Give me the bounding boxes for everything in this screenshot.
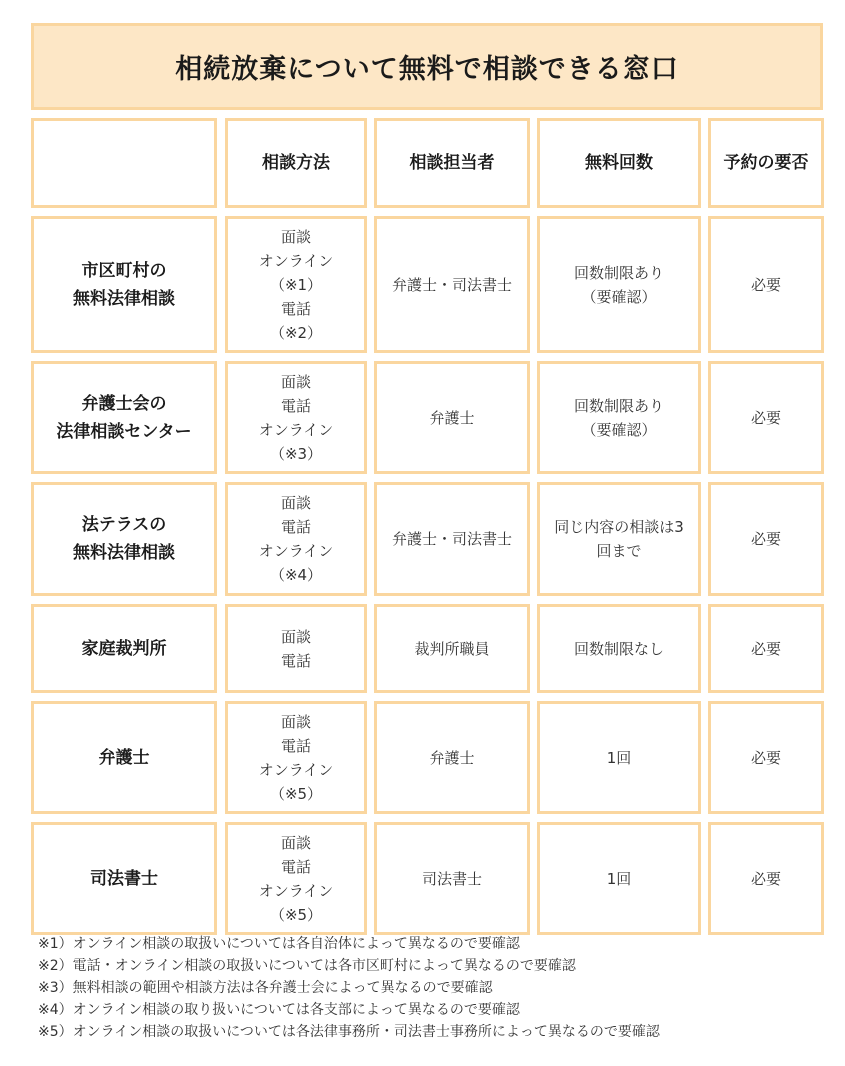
- cell-line: 面談: [280, 833, 311, 852]
- footnote: ※2）電話・オンライン相談の取扱いについては各市区町村によって異なるので要確認: [38, 958, 576, 974]
- header-cell: [708, 118, 824, 208]
- cell-line: 家庭裁判所: [81, 638, 167, 659]
- free-count-cell: [537, 701, 701, 814]
- reservation-cell: [708, 361, 824, 474]
- header-label: 予約の要否: [723, 153, 809, 173]
- reservation-cell: [708, 604, 824, 693]
- header-label: 無料回数: [585, 153, 653, 173]
- cell-line: 弁護士: [429, 408, 475, 427]
- header-empty-cell: [31, 118, 217, 208]
- cell-line: 1回: [606, 869, 632, 888]
- row-name-cell: [31, 701, 217, 814]
- cell-line: オンライン: [258, 542, 334, 560]
- cell-line: 1回: [606, 748, 632, 767]
- cell-line: （※1）: [269, 275, 323, 294]
- header-cell: [374, 118, 530, 208]
- header-label: 相談担当者: [409, 153, 495, 173]
- row-name-cell: [31, 822, 217, 935]
- cell-line: 面談: [280, 372, 311, 391]
- method-cell: [225, 701, 367, 814]
- footnote: ※5）オンライン相談の取扱いについては各法律事務所・司法書士事務所によって異なるので要確認: [38, 1024, 660, 1040]
- cell-line: 無料法律相談: [73, 543, 175, 563]
- cell-line: （※4）: [269, 566, 323, 584]
- header-cell: [537, 118, 701, 208]
- staff-cell: [374, 482, 530, 596]
- cell-line: 面談: [280, 227, 311, 246]
- method-cell: [225, 604, 367, 693]
- cell-line: 弁護士会の: [81, 393, 167, 414]
- row-name-cell: [31, 604, 217, 693]
- free-count-cell: [537, 604, 701, 693]
- staff-cell: [374, 361, 530, 474]
- cell-line: 回まで: [596, 542, 642, 560]
- cell-line: 必要: [750, 869, 781, 888]
- cell-line: 弁護士・司法書士: [391, 275, 512, 294]
- cell-line: 法テラスの: [81, 515, 167, 535]
- cell-line: （※5）: [269, 905, 323, 924]
- cell-line: 面談: [280, 627, 311, 646]
- header-label: 相談方法: [262, 153, 330, 173]
- page-title: 相続放棄について無料で相談できる窓口: [31, 23, 823, 110]
- row-name-cell: [31, 216, 217, 353]
- cell-line: 司法書士: [421, 869, 482, 888]
- free-count-cell: [537, 482, 701, 596]
- cell-line: 裁判所職員: [414, 639, 490, 658]
- staff-cell: [374, 822, 530, 935]
- staff-cell: [374, 701, 530, 814]
- cell-line: 無料法律相談: [73, 288, 175, 309]
- cell-line: （※3）: [269, 444, 323, 463]
- cell-line: 同じ内容の相談は3: [554, 518, 684, 536]
- cell-line: 市区町村の: [81, 260, 167, 281]
- cell-line: 回数制限あり: [573, 263, 664, 282]
- cell-line: （※5）: [269, 784, 323, 803]
- method-cell: [225, 216, 367, 353]
- cell-line: 電話: [280, 299, 311, 318]
- cell-line: 電話: [280, 396, 311, 415]
- cell-line: 回数制限なし: [573, 639, 664, 658]
- method-cell: [225, 822, 367, 935]
- cell-line: 回数制限あり: [573, 396, 664, 415]
- cell-line: オンライン: [258, 760, 334, 779]
- footnote: ※3）無料相談の範囲や相談方法は各弁護士会によって異なるので要確認: [38, 980, 493, 996]
- cell-line: オンライン: [258, 251, 334, 270]
- cell-line: 電話: [280, 857, 311, 876]
- cell-line: 司法書士: [90, 868, 158, 889]
- cell-line: 必要: [750, 530, 781, 548]
- row-name-cell: [31, 482, 217, 596]
- reservation-cell: [708, 482, 824, 596]
- cell-line: （※2）: [269, 323, 323, 342]
- staff-cell: [374, 216, 530, 353]
- footnote: ※4）オンライン相談の取り扱いについては各支部によって異なるので要確認: [38, 1002, 520, 1018]
- cell-line: オンライン: [258, 881, 334, 900]
- cell-line: 法律相談センター: [56, 421, 192, 442]
- cell-line: 必要: [750, 275, 781, 294]
- cell-line: 電話: [280, 651, 311, 670]
- method-cell: [225, 482, 367, 596]
- reservation-cell: [708, 701, 824, 814]
- cell-line: 必要: [750, 408, 781, 427]
- reservation-cell: [708, 216, 824, 353]
- cell-line: 弁護士: [98, 747, 150, 768]
- row-name-cell: [31, 361, 217, 474]
- cell-line: オンライン: [258, 420, 334, 439]
- cell-line: 面談: [280, 712, 311, 731]
- cell-line: 弁護士・司法書士: [391, 530, 512, 548]
- header-cell: [225, 118, 367, 208]
- cell-line: 電話: [280, 736, 311, 755]
- cell-line: 弁護士: [429, 748, 475, 767]
- footnote: ※1）オンライン相談の取扱いについては各自治体によって異なるので要確認: [38, 936, 520, 952]
- free-count-cell: [537, 822, 701, 935]
- cell-line: （要確認）: [581, 287, 657, 306]
- method-cell: [225, 361, 367, 474]
- cell-line: （要確認）: [581, 420, 657, 439]
- footnotes: [38, 933, 818, 1043]
- cell-line: 電話: [280, 518, 311, 536]
- cell-line: 必要: [750, 639, 781, 658]
- free-count-cell: [537, 216, 701, 353]
- cell-line: 面談: [280, 494, 311, 512]
- staff-cell: [374, 604, 530, 693]
- cell-line: 必要: [750, 748, 781, 767]
- free-count-cell: [537, 361, 701, 474]
- reservation-cell: [708, 822, 824, 935]
